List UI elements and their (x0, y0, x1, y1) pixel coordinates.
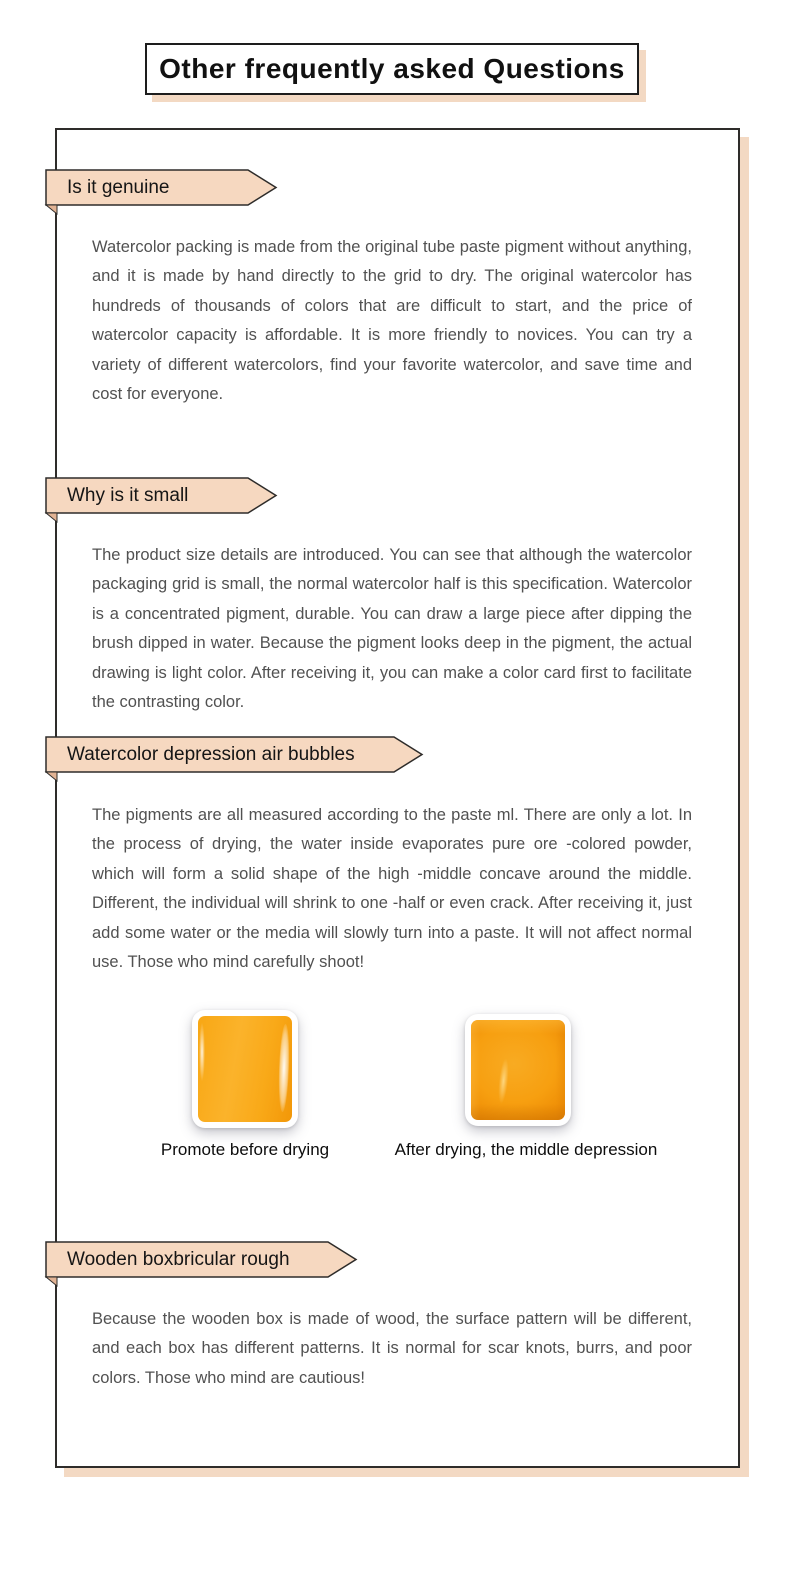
section-title: Watercolor depression air bubbles (67, 743, 355, 765)
watercolor-pan-before-image (198, 1016, 292, 1122)
section-body-bubbles: The pigments are all measured according to the paste ml. There are only a lot. In the process of drying, the water inside evaporates pure ore -colored powder, which will form a solid shape of the high -middle concave around the middle. Different, the individual will shrink to one -half or even crack. After receiving it, just add some water or the media will slowly turn into a paste. It will not affect normal use. Those who mind carefully shoot! (92, 805, 692, 971)
section-body-small: The product size details are introduced. You can see that although the watercolor packaging grid is small, the normal watercolor half is this specification. Watercolor is a concentrated pigment, durable. You can draw a large piece after dipping the brush dipped in water. Because the pigment looks deep in the pigment, the actual drawing is light color. After receiving it, you can make a color card first to facilitate the contrasting color. (92, 545, 692, 711)
pan-frame (465, 1014, 571, 1126)
pan-after-figure (465, 1014, 571, 1126)
section-header-woodenbox (45, 1241, 357, 1288)
watercolor-pan-after-image (471, 1020, 565, 1120)
section-title: Wooden boxbricular rough (67, 1248, 290, 1270)
page-title-box (145, 43, 639, 95)
section-header-bubbles (45, 736, 423, 783)
gloss-highlight (277, 1024, 290, 1112)
gloss-highlight (199, 1022, 205, 1082)
section-body-woodenbox: Because the wooden box is made of wood, the surface pattern will be different, and each box has different patterns. It is normal for scar knots, burrs, and poor colors. Those who mind are cautious! (92, 1309, 692, 1387)
page-title: Other frequently asked Questions (159, 53, 625, 84)
section-header-small (45, 477, 277, 524)
pan-after-caption: After drying, the middle depression (394, 1140, 658, 1159)
depression-bevel (471, 1020, 565, 1120)
pan-before-figure (192, 1010, 298, 1128)
section-title: Why is it small (67, 484, 189, 506)
faq-panel (55, 128, 740, 1468)
section-title: Is it genuine (67, 176, 170, 198)
pan-frame (192, 1010, 298, 1128)
pan-before-caption: Promote before drying (160, 1140, 330, 1159)
section-header-genuine (45, 169, 277, 216)
section-body-genuine: Watercolor packing is made from the original tube paste pigment without anything, and it is made by hand directly to the grid to dry. The original watercolor has hundreds of thousands of colors that are difficult to start, and the price of watercolor capacity is affordable. It is more friendly to novices. You can try a variety of different watercolors, find your favorite watercolor, and save time and cost for everyone. (92, 237, 692, 403)
